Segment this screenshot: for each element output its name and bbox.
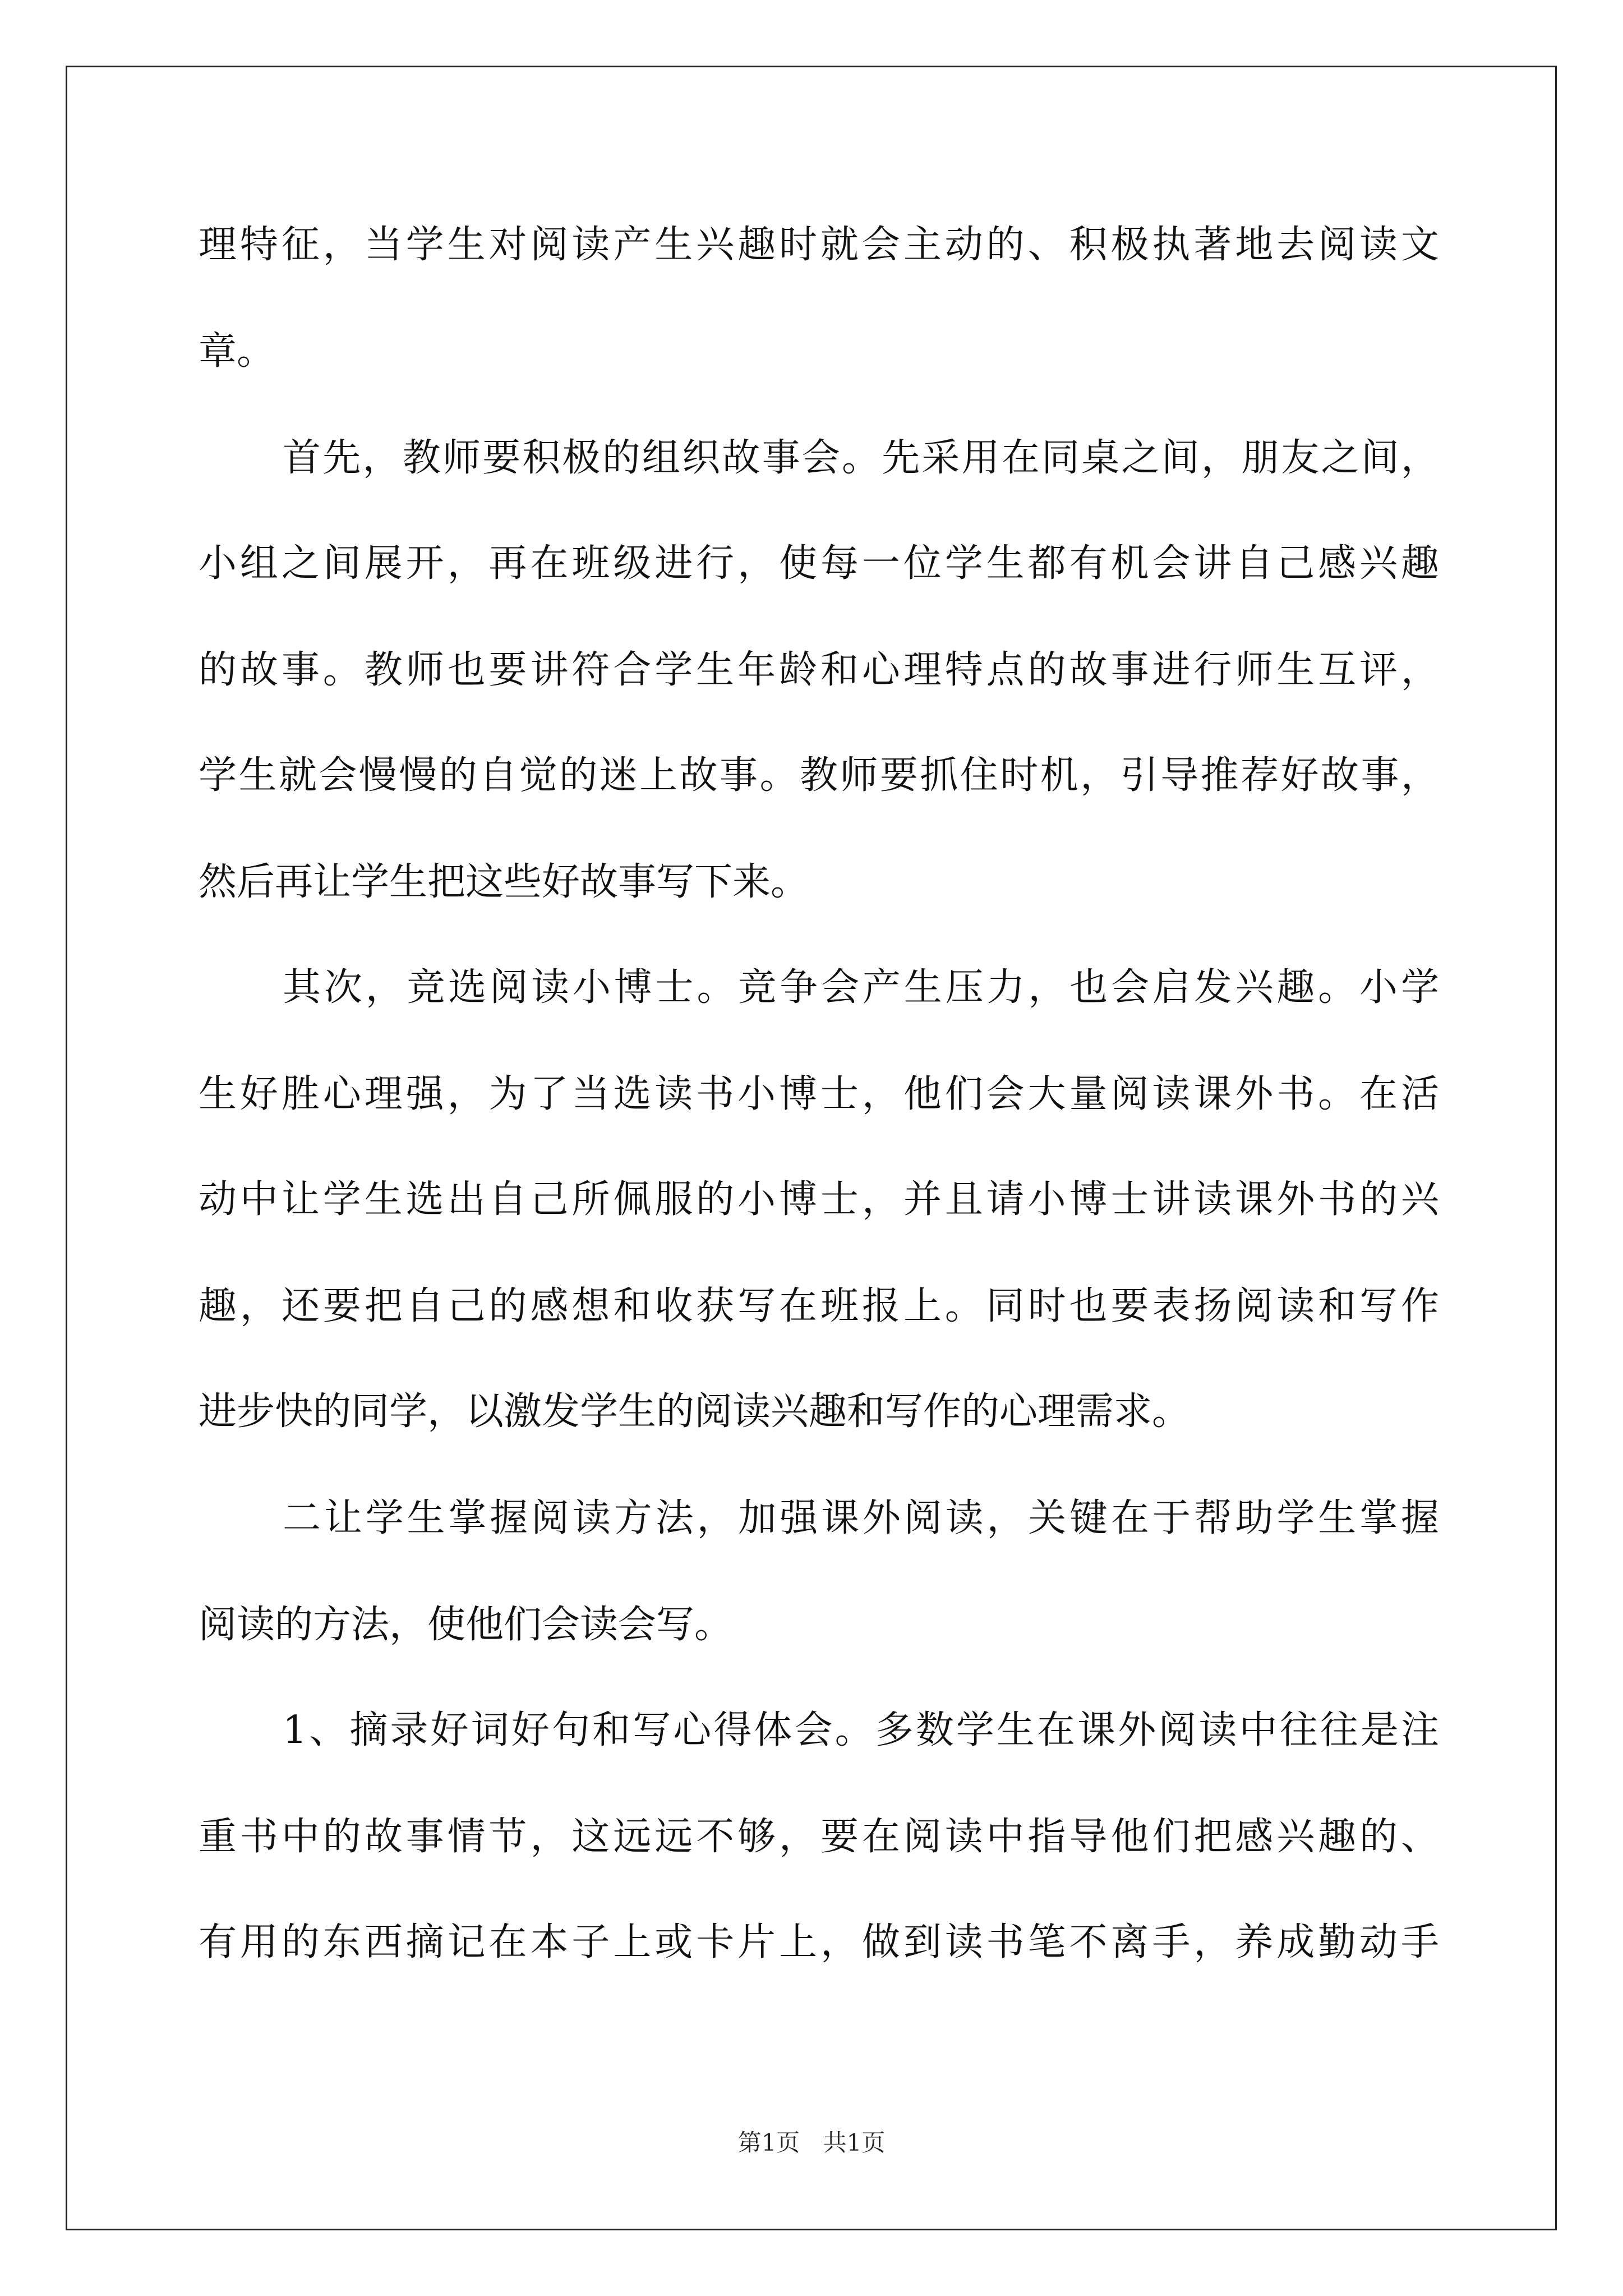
text-line: 动中让学生选出自己所佩服的小博士，并且请小博士讲读课外书的兴 bbox=[199, 1177, 1439, 1222]
page-footer bbox=[0, 2126, 1623, 2160]
text-line: 阅读的方法，使他们会读会写。 bbox=[199, 1603, 733, 1647]
text-line: 章。 bbox=[199, 329, 275, 374]
paragraph-start-line: 二让学生掌握阅读方法，加强课外阅读，关键在于帮助学生掌握 bbox=[283, 1496, 1439, 1540]
page-total: 共1页 bbox=[823, 2129, 886, 2156]
text-line: 然后再让学生把这些好故事写下来。 bbox=[199, 860, 809, 904]
text-line: 生好胜心理强，为了当选读书小博士，他们会大量阅读课外书。在活 bbox=[199, 1072, 1439, 1116]
text-line: 理特征，当学生对阅读产生兴趣时就会主动的、积极执著地去阅读文 bbox=[199, 223, 1439, 267]
text-line: 的故事。教师也要讲符合学生年龄和心理特点的故事进行师生互评， bbox=[199, 648, 1439, 692]
paragraph-start-line: 其次，竞选阅读小博士。竞争会产生压力，也会启发兴趣。小学 bbox=[283, 965, 1439, 1010]
page-number: 第1页 bbox=[737, 2129, 800, 2156]
text-line: 小组之间展开，再在班级进行，使每一位学生都有机会讲自己感兴趣 bbox=[199, 541, 1439, 586]
text-line: 重书中的故事情节，这远远不够，要在阅读中指导他们把感兴趣的、 bbox=[199, 1815, 1439, 1859]
text-line: 进步快的同学，以激发学生的阅读兴趣和写作的心理需求。 bbox=[199, 1389, 1191, 1434]
text-line: 学生就会慢慢的自觉的迷上故事。教师要抓住时机，引导推荐好故事， bbox=[199, 753, 1439, 798]
text-line: 趣，还要把自己的感想和收获写在班报上。同时也要表扬阅读和写作 bbox=[199, 1284, 1439, 1328]
paragraph-start-line: 首先，教师要积极的组织故事会。先采用在同桌之间，朋友之间， bbox=[283, 436, 1439, 480]
paragraph-start-line: 1、摘录好词好句和写心得体会。多数学生在课外阅读中往往是注 bbox=[283, 1708, 1439, 1752]
text-line: 有用的东西摘记在本子上或卡片上，做到读书笔不离手，养成勤动手 bbox=[199, 1920, 1439, 1964]
page-border bbox=[66, 66, 1557, 2230]
